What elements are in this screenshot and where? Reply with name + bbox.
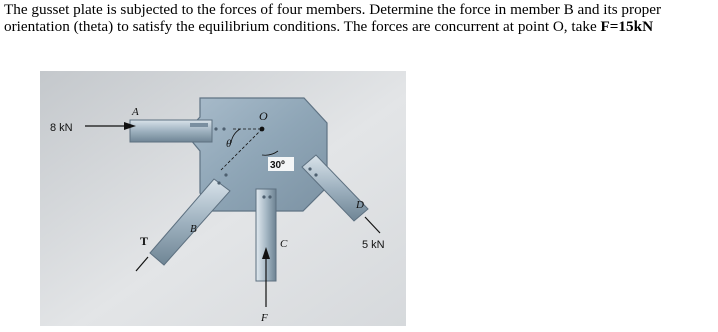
problem-line-1: The gusset plate is subjected to the forces of four members. Determine the force in member B and its proper [4,1,662,18]
member-a-label: A [132,106,139,118]
angle-label: 30º [270,160,285,171]
force-left-label: 8 kN [50,122,73,134]
gusset-plate-figure [40,71,406,326]
member-d-label: D [356,199,364,211]
force-f-label: F [261,312,268,324]
problem-line-2 [4,18,716,35]
given-force-value: F=15kN [600,18,654,35]
figure-drawing [40,71,406,326]
force-right-label: 5 kN [362,239,385,251]
member-b-label: B [190,223,197,235]
member-a [130,120,212,142]
member-c-label: C [280,238,288,250]
point-o [260,127,265,132]
problem-line-2-text: orientation (theta) to satisfy the equilibrium conditions. The forces are concurrent at point O, take [4,18,601,35]
problem-statement [4,1,716,35]
theta-label: θ [226,138,232,150]
point-o-label: O [259,109,268,123]
force-t-label: T [140,234,149,248]
